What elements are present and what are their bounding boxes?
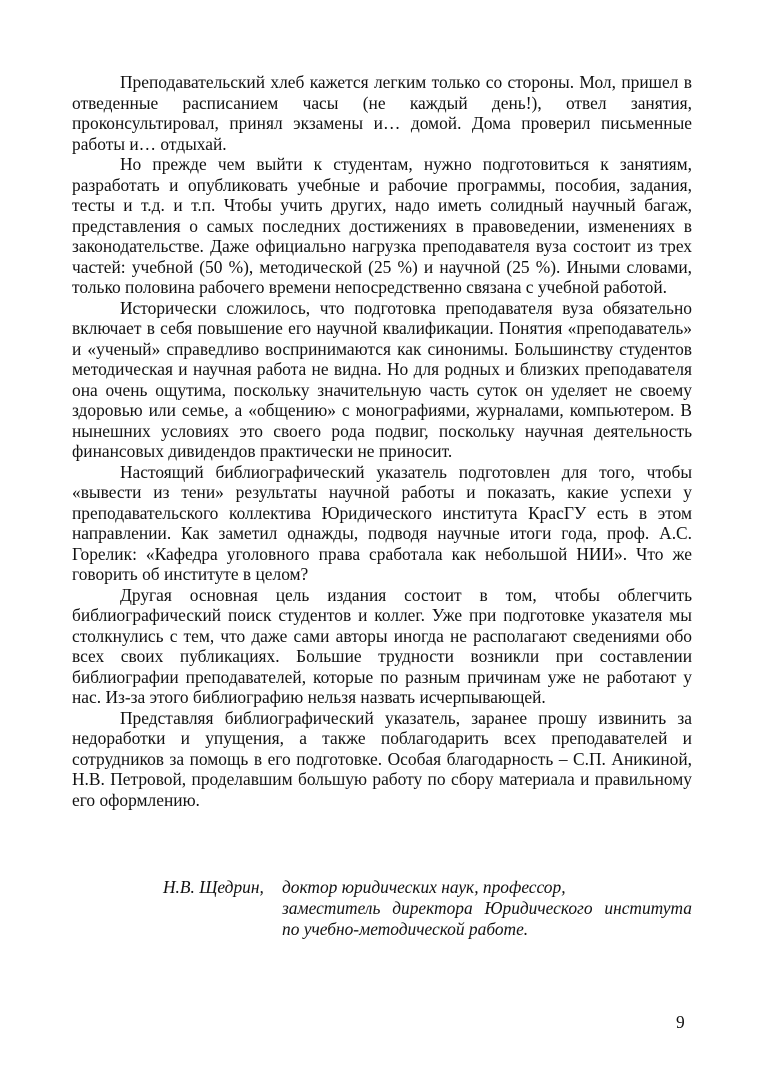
paragraph-5: Другая основная цель издания состоит в том, чтобы облегчить библиографический поиск студентов и коллег. Уже при подготовке указателя мы столкнулись с тем, что даже сами авторы иногда не располагают сведениями обо всех своих публикациях. Большие трудности возникли при составлении библиографии преподавателей, которые по разным причинам уже не работают у нас. Из-за этого библиографию нельзя назвать исчерпывающей. [72,584,692,707]
signature-name: Н.В. Щедрин, [163,877,264,897]
paragraph-1: Преподавательский хлеб кажется легким только со стороны. Мол, пришел в отведенные расписанием часы (не каждый день!), отвел занятия, проконсультировал, принял экзамены и… домой. Дома проверил письменные работы и… отдыхай. [72,72,692,154]
signature-title-line-3: по учебно-методической работе. [282,919,529,939]
paragraph-2: Но прежде чем выйти к студентам, нужно подготовиться к занятиям, разработать и опубликовать учебные и рабочие программы, пособия, задания, тесты и т.д. и т.п. Чтобы учить других, надо иметь солидный научный багаж, представления о самых последних достижениях в правоведении, изменениях в законодательстве. Даже официально нагрузка преподавателя вуза состоит из трех частей: учебной (50 %), методической (25 %) и научной (25 %). Иными словами, только половина рабочего времени непосредственно связана с учебной работой. [72,154,692,297]
signature-title-line-1: доктор юридических наук, профессор, [282,877,566,897]
paragraph-6: Представляя библиографический указатель, заранее прошу извинить за недоработки и упущения, а также поблагодарить всех преподавателей и сотрудников за помощь в его подготовке. Особая благодарность – С.П. Аникиной, Н.В. Петровой, проделавшим большую работу по сбору материала и правильному его оформлению. [72,707,692,810]
page-number: 9 [676,1012,685,1032]
signature-title-line-2: заместитель директора Юридического института [282,898,692,918]
paragraph-4: Настоящий библиографический указатель подготовлен для того, чтобы «вывести из тени» результаты научной работы и показать, какие успехи у преподавательского коллектива Юридического института КрасГУ есть в этом направлении. Как заметил однажды, подводя научные итоги года, проф. А.С. Горелик: «Кафедра уголовного права сработала как небольшой НИИ». Что же говорить об институте в целом? [72,461,692,584]
paragraph-3: Исторически сложилось, что подготовка преподавателя вуза обязательно включает в себя повышение его научной квалификации. Понятия «преподаватель» и «ученый» справедливо воспринимаются как синонимы. Большинству студентов методическая и научная работа не видна. Но для родных и близких преподавателя она очень ощутима, поскольку значительную часть суток он уделяет не своему здоровью или семье, а «общению» с монографиями, журналами, компьютером. В нынешних условиях это своего рода подвиг, поскольку научная деятельность финансовых дивидендов практически не приносит. [72,297,692,461]
document-body [72,72,692,810]
signature-title [282,877,692,940]
